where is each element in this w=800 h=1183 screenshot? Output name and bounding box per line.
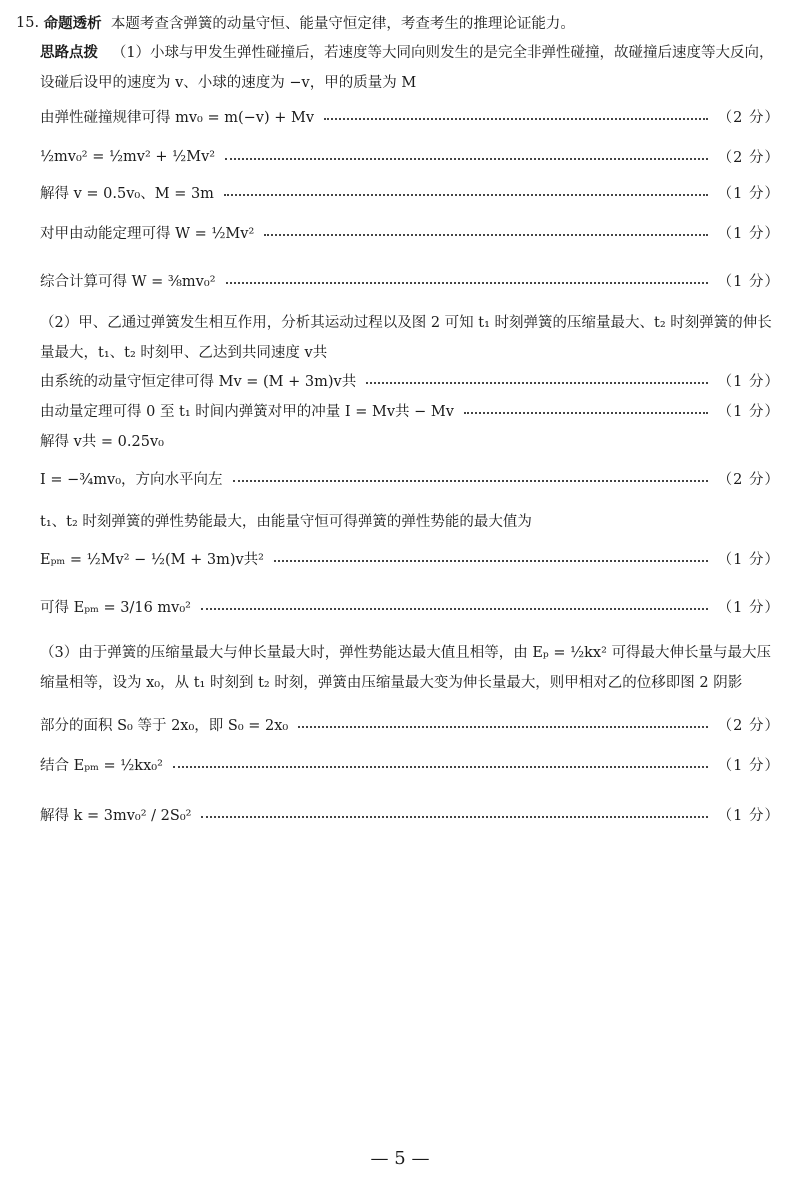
score-label: （2 分）	[717, 472, 780, 488]
equation-line	[40, 468, 780, 489]
dot-leader	[324, 118, 708, 120]
energy-intro-line	[40, 510, 780, 531]
equation-text: 对甲由动能定理可得 W = ½Mv²	[40, 226, 255, 242]
question-number: 15.	[16, 14, 40, 31]
part2-text: （2）甲、乙通过弹簧发生相互作用，分析其运动过程以及图 2 可知 t₁ 时刻弹簧的压缩量最大、t₂ 时刻弹簧的伸长量最大，t₁、t₂ 时刻甲、乙达到共同速度 v共	[40, 315, 772, 361]
score-label: （1 分）	[717, 758, 780, 774]
equation-line	[40, 106, 780, 127]
dot-leader	[226, 282, 708, 284]
page-number: — 5 —	[370, 1148, 430, 1169]
equation-text: 综合计算可得 W = ⅜mv₀²	[40, 274, 216, 290]
solve-text: 解得 v共 = 0.25v₀	[40, 434, 164, 450]
score-label: （2 分）	[717, 150, 780, 166]
dot-leader	[224, 194, 708, 196]
energy-intro-text: t₁、t₂ 时刻弹簧的弹性势能最大，由能量守恒可得弹簧的弹性势能的最大值为	[40, 514, 532, 530]
score-label: （1 分）	[717, 552, 780, 568]
equation-line	[40, 146, 780, 167]
equation-text: 可得 Eₚₘ = 3/16 mv₀²	[40, 600, 191, 616]
dot-leader	[201, 608, 708, 610]
solve-line	[40, 430, 780, 451]
question-header	[16, 12, 780, 33]
equation-text: Eₚₘ = ½Mv² − ½(M + 3m)v共²	[40, 552, 264, 568]
part3-text: （3）由于弹簧的压缩量最大与伸长量最大时，弹性势能达最大值且相等，由 Eₚ = ½kx² 可得最大伸长量与最大压缩量相等，设为 x₀，从 t₁ 时刻到 t₂ 时刻，弹簧由压缩量最大变为伸长量最大，则甲相对乙的位移即图 2 阴影	[40, 645, 772, 691]
equation-line	[40, 596, 780, 617]
intro-label: 思路点拨	[40, 45, 98, 61]
dot-leader	[201, 816, 707, 818]
score-label: （1 分）	[717, 600, 780, 616]
equation-text: 部分的面积 S₀ 等于 2x₀，即 S₀ = 2x₀	[40, 718, 289, 734]
equation-text: 解得 v = 0.5v₀、M = 3m	[40, 186, 214, 202]
score-label: （1 分）	[717, 186, 780, 202]
dot-leader	[464, 412, 708, 414]
dot-leader	[225, 158, 708, 160]
score-label: （1 分）	[717, 404, 780, 420]
section-label: 命题透析	[43, 16, 102, 32]
dot-leader	[173, 766, 708, 768]
equation-text: 由弹性碰撞规律可得 mv₀ = m(−v) + Mv	[40, 110, 315, 126]
equation-line	[40, 754, 780, 775]
equation-line	[40, 270, 780, 291]
intro-text: （1）小球与甲发生弹性碰撞后，若速度等大同向则发生的是完全非弹性碰撞，故碰撞后速度等大反向，设碰后设甲的速度为 v、小球的速度为 −v，甲的质量为 M	[40, 45, 774, 91]
header-text: 本题考查含弹簧的动量守恒、能量守恒定律，考查考生的推理论证能力。	[110, 16, 575, 32]
score-label: （1 分）	[717, 274, 780, 290]
score-label: （2 分）	[717, 110, 780, 126]
intro-paragraph	[40, 38, 780, 98]
equation-line	[40, 548, 780, 569]
dot-leader	[264, 234, 707, 236]
dot-leader	[274, 560, 708, 562]
equation-text: 由系统的动量守恒定律可得 Mv = (M + 3m)v共	[40, 374, 357, 390]
equation-text: ½mv₀² = ½mv² + ½Mv²	[40, 148, 216, 165]
equation-text: I = −¾mv₀，方向水平向左	[40, 472, 223, 488]
equation-line	[40, 222, 780, 243]
dot-leader	[366, 382, 707, 384]
score-label: （1 分）	[717, 808, 780, 824]
equation-text: 解得 k = 3mv₀² / 2S₀²	[40, 808, 192, 824]
equation-line	[40, 370, 780, 391]
score-label: （2 分）	[717, 718, 780, 734]
score-label: （1 分）	[717, 226, 780, 242]
part2-paragraph	[40, 308, 780, 368]
equation-line	[40, 400, 780, 421]
equation-text: 由动量定理可得 0 至 t₁ 时间内弹簧对甲的冲量 I = Mv共 − Mv	[40, 404, 454, 420]
dot-leader	[298, 726, 707, 728]
equation-text: 结合 Eₚₘ = ½kx₀²	[40, 758, 163, 774]
equation-line	[40, 714, 780, 735]
equation-line	[40, 182, 780, 203]
part3-paragraph	[40, 638, 780, 698]
score-label: （1 分）	[717, 374, 780, 390]
dot-leader	[233, 480, 708, 482]
equation-line	[40, 804, 780, 825]
